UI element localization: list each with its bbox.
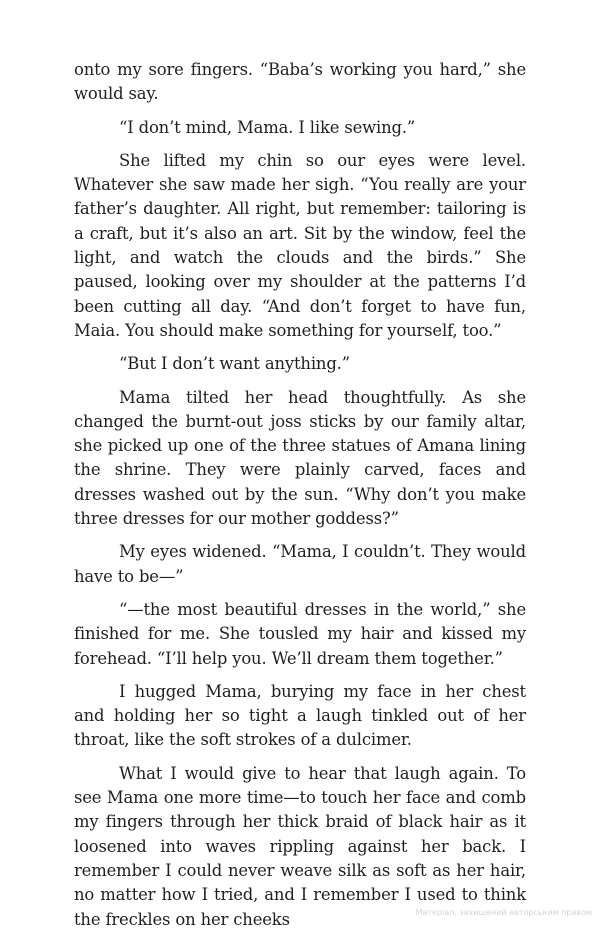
paragraph-continued: onto my sore fingers. “Baba’s working you hard,” she would say. [74, 60, 526, 104]
paragraph: “—the most beautiful dresses in the world,” she finished for me. She tousled my hair and kissed my forehead. “I’ll help you. We’ll dream them together.” [74, 599, 526, 668]
paragraph: “But I don’t want anything.” [119, 354, 350, 374]
copyright-watermark: Матеріал, захищений авторським правом [415, 908, 592, 917]
paragraph: “I don’t mind, Mama. I like sewing.” [119, 117, 416, 137]
paragraph: I hugged Mama, burying my face in her chest and holding her so tight a laugh tinkled out of her throat, like the soft strokes of a dulcimer. [74, 681, 526, 750]
paragraph: What I would give to hear that laugh again. To see Mama one more time—to touch her face and comb my fingers through her thick braid of black hair as it loosened into waves rippling against her back. I remember I could never weave silk as soft as her hair, no matter how I tried, and I remember I used to think the freckles on her cheeks [74, 763, 526, 929]
paragraph: She lifted my chin so our eyes were level. Whatever she saw made her sigh. “You really are your father’s daughter. All right, but remember: tailoring is a craft, but it’s also an art. Sit by the window, feel the light, and watch the clouds and the birds.” She paused, looking over my shoulder at the patterns I’d been cutting all day. “And don’t forget to have fun, Maia. You should make something for yourself, too.” [74, 150, 526, 340]
paragraph: Mama tilted her head thoughtfully. As she changed the burnt-out joss sticks by our family altar, she picked up one of the three statues of Amana lining the shrine. They were plainly carved, faces and dresses washed out by the sun. “Why don’t you make three dresses for our mother goddess?” [74, 387, 526, 529]
paragraph: My eyes widened. “Mama, I couldn’t. They would have to be—” [74, 542, 526, 586]
book-page-text [74, 58, 526, 941]
